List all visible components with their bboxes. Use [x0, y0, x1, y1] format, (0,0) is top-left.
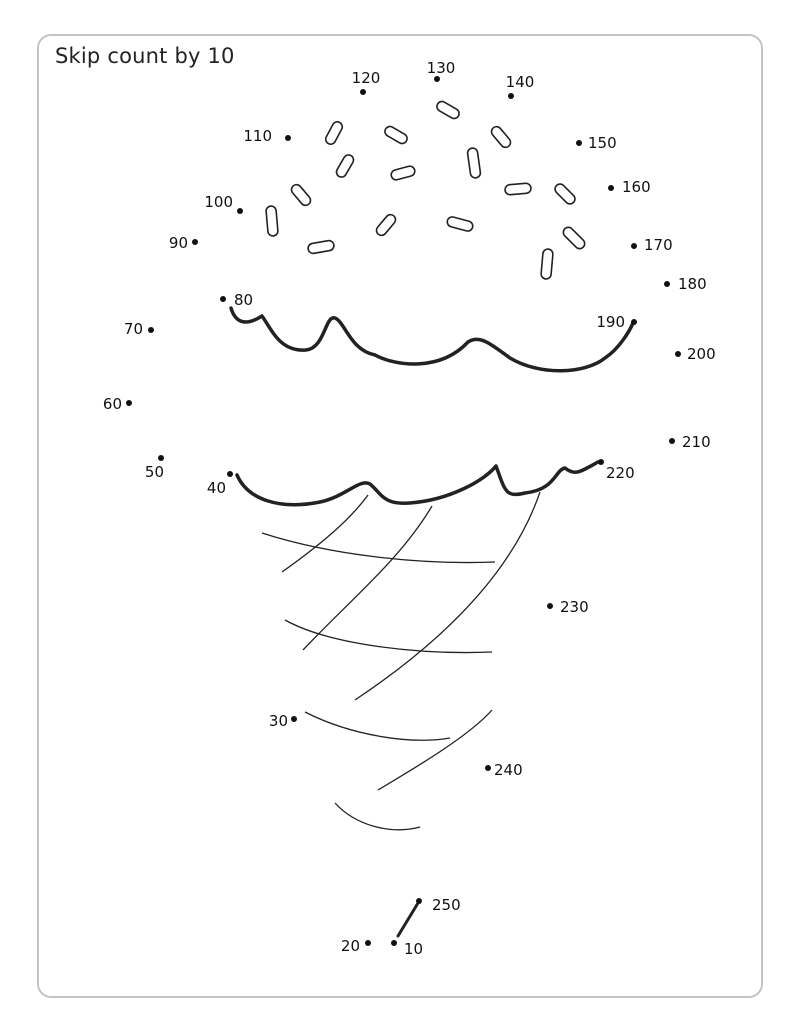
dot-40: [227, 471, 233, 477]
dot-label-150: 150: [588, 134, 617, 152]
dot-110: [285, 135, 291, 141]
dot-label-40: 40: [206, 479, 226, 497]
dot-150: [576, 140, 582, 146]
dot-50: [158, 455, 164, 461]
dot-label-120: 120: [351, 69, 381, 87]
dot-label-10: 10: [404, 940, 424, 958]
dot-90: [192, 239, 198, 245]
dot-230: [547, 603, 553, 609]
dot-label-20: 20: [340, 937, 360, 955]
dot-label-250: 250: [432, 896, 461, 914]
dot-10: [391, 940, 397, 946]
dot-label-220: 220: [606, 464, 635, 482]
dot-label-140: 140: [505, 73, 535, 91]
dot-220: [598, 459, 604, 465]
dot-100: [237, 208, 243, 214]
cone-rim-line: [237, 462, 598, 505]
dot-label-180: 180: [678, 275, 707, 293]
dot-140: [508, 93, 514, 99]
dot-label-230: 230: [560, 598, 589, 616]
dot-label-100: 100: [204, 193, 233, 211]
dot-label-170: 170: [644, 236, 673, 254]
waffle-lines: [262, 492, 540, 830]
dot-label-130: 130: [426, 59, 456, 77]
cone-tip-line: [398, 903, 418, 936]
dot-250: [416, 898, 422, 904]
dot-label-70: 70: [123, 320, 143, 338]
dot-label-80: 80: [234, 291, 254, 309]
dot-label-30: 30: [268, 712, 288, 730]
dot-240: [485, 765, 491, 771]
dot-30: [291, 716, 297, 722]
dot-210: [669, 438, 675, 444]
scoop-rim-line: [231, 308, 633, 371]
dot-label-160: 160: [622, 178, 651, 196]
dot-label-60: 60: [102, 395, 122, 413]
dot-label-200: 200: [687, 345, 716, 363]
worksheet-title: Skip count by 10: [55, 44, 235, 68]
numbered-dots: [103, 59, 716, 958]
dot-label-240: 240: [494, 761, 523, 779]
dot-label-190: 190: [596, 313, 625, 331]
dot-180: [664, 281, 670, 287]
dot-80: [220, 296, 226, 302]
dot-160: [608, 185, 614, 191]
dot-60: [126, 400, 132, 406]
dot-170: [631, 243, 637, 249]
dot-label-50: 50: [144, 463, 164, 481]
dot-200: [675, 351, 681, 357]
dot-label-90: 90: [168, 234, 188, 252]
dot-label-110: 110: [243, 127, 272, 145]
dot-70: [148, 327, 154, 333]
dot-label-210: 210: [682, 433, 711, 451]
dot-20: [365, 940, 371, 946]
sprinkles: [266, 100, 587, 280]
dot-190: [631, 319, 637, 325]
dot-120: [360, 89, 366, 95]
